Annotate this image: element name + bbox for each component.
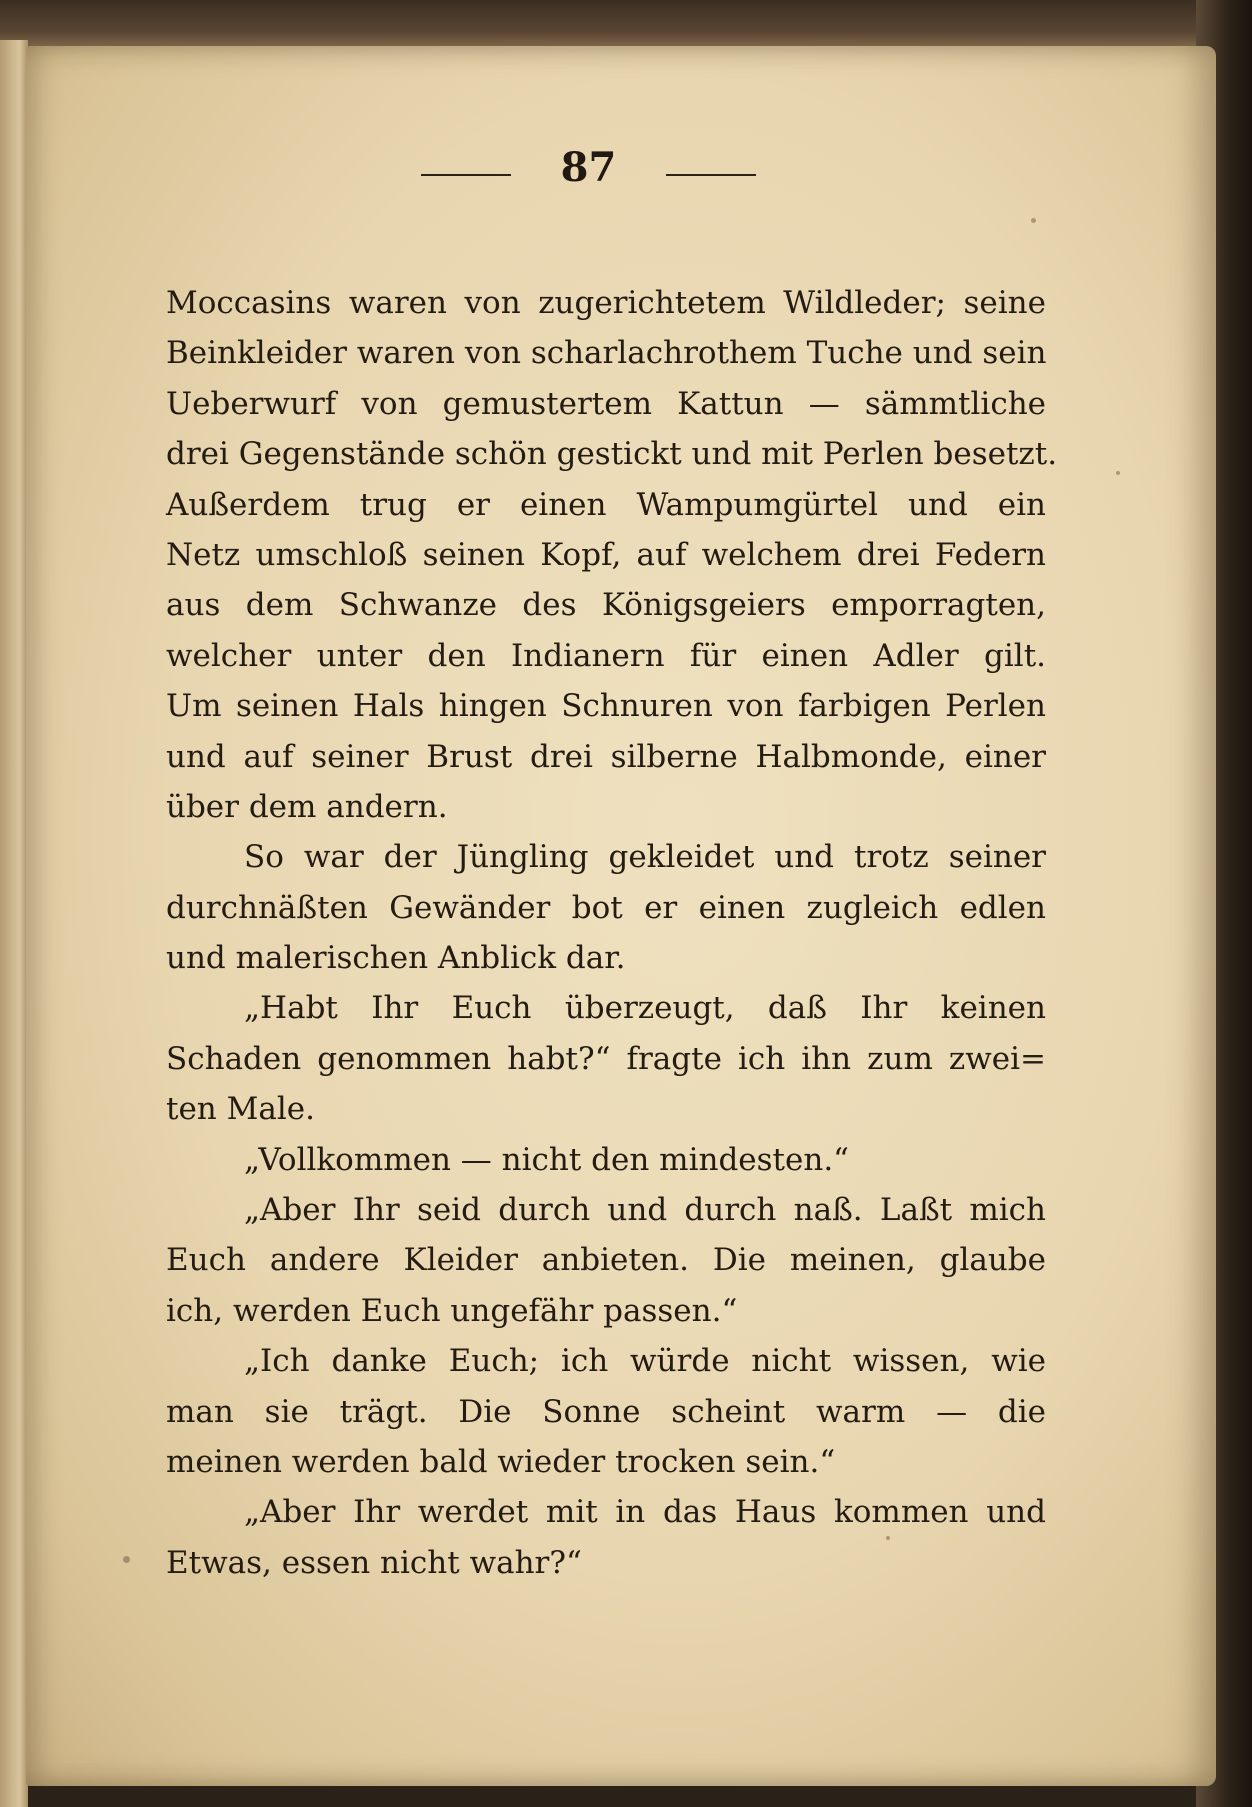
header-rule-right xyxy=(666,174,756,176)
text-line: und malerischen Anblick dar. xyxy=(166,940,626,977)
paper-speck xyxy=(123,1556,130,1563)
text-line: „Aber Ihr seid durch und durch naß. Laßt mich xyxy=(244,1192,1046,1229)
text-line: „Aber Ihr werdet mit in das Haus kommen und xyxy=(244,1494,1046,1531)
book-top-edge xyxy=(0,0,1252,46)
header-rule-left xyxy=(421,174,511,176)
text-line: Außerdem trug er einen Wampumgürtel und ein xyxy=(166,486,1046,523)
text-line: welcher unter den Indianern für einen Adler gilt. xyxy=(166,637,1046,674)
paper-speck xyxy=(1116,471,1120,475)
body-text xyxy=(166,278,1058,1588)
text-line: Beinkleider waren von scharlachrothem Tuche und sein xyxy=(166,335,1047,372)
text-line: drei Gegenstände schön gestickt und mit Perlen besetzt. xyxy=(166,436,1058,473)
text-line: Schaden genommen habt?“ fragte ich ihn zum zwei= xyxy=(166,1040,1046,1077)
text-line: ten Male. xyxy=(166,1091,315,1128)
page-number: 87 xyxy=(560,144,617,191)
text-line: „Vollkommen — nicht den mindesten.“ xyxy=(244,1141,850,1178)
page-header xyxy=(26,144,1196,204)
paper-speck xyxy=(1031,218,1036,223)
paper-speck xyxy=(886,1536,890,1540)
facing-page-edge xyxy=(0,40,28,1807)
text-line: meinen werden bald wieder trocken sein.“ xyxy=(166,1443,836,1480)
text-line: Euch andere Kleider anbieten. Die meinen, glaube xyxy=(166,1242,1046,1279)
book-page xyxy=(26,46,1216,1786)
text-line: Moccasins waren von zugerichtetem Wildleder; seine xyxy=(166,285,1046,321)
text-line: aus dem Schwanze des Königsgeiers emporragten, xyxy=(166,587,1046,624)
text-line: man sie trägt. Die Sonne scheint warm — die xyxy=(166,1393,1046,1430)
text-line: „Habt Ihr Euch überzeugt, daß Ihr keinen xyxy=(244,990,1046,1027)
text-line: So war der Jüngling gekleidet und trotz seiner xyxy=(244,839,1046,876)
text-line: ich, werden Euch ungefähr passen.“ xyxy=(166,1292,738,1329)
text-line: über dem andern. xyxy=(166,788,448,825)
text-line: durchnäßten Gewänder bot er einen zugleich edlen xyxy=(166,889,1046,926)
text-line: Netz umschloß seinen Kopf, auf welchem drei Federn xyxy=(166,536,1046,573)
text-line: und auf seiner Brust drei silberne Halbmonde, einer xyxy=(166,738,1046,775)
text-line: Um seinen Hals hingen Schnuren von farbigen Perlen xyxy=(166,688,1046,725)
text-line: Etwas, essen nicht wahr?“ xyxy=(166,1544,582,1581)
text-line: Ueberwurf von gemustertem Kattun — sämmtliche xyxy=(166,385,1046,422)
text-line: „Ich danke Euch; ich würde nicht wissen, wie xyxy=(244,1343,1046,1380)
